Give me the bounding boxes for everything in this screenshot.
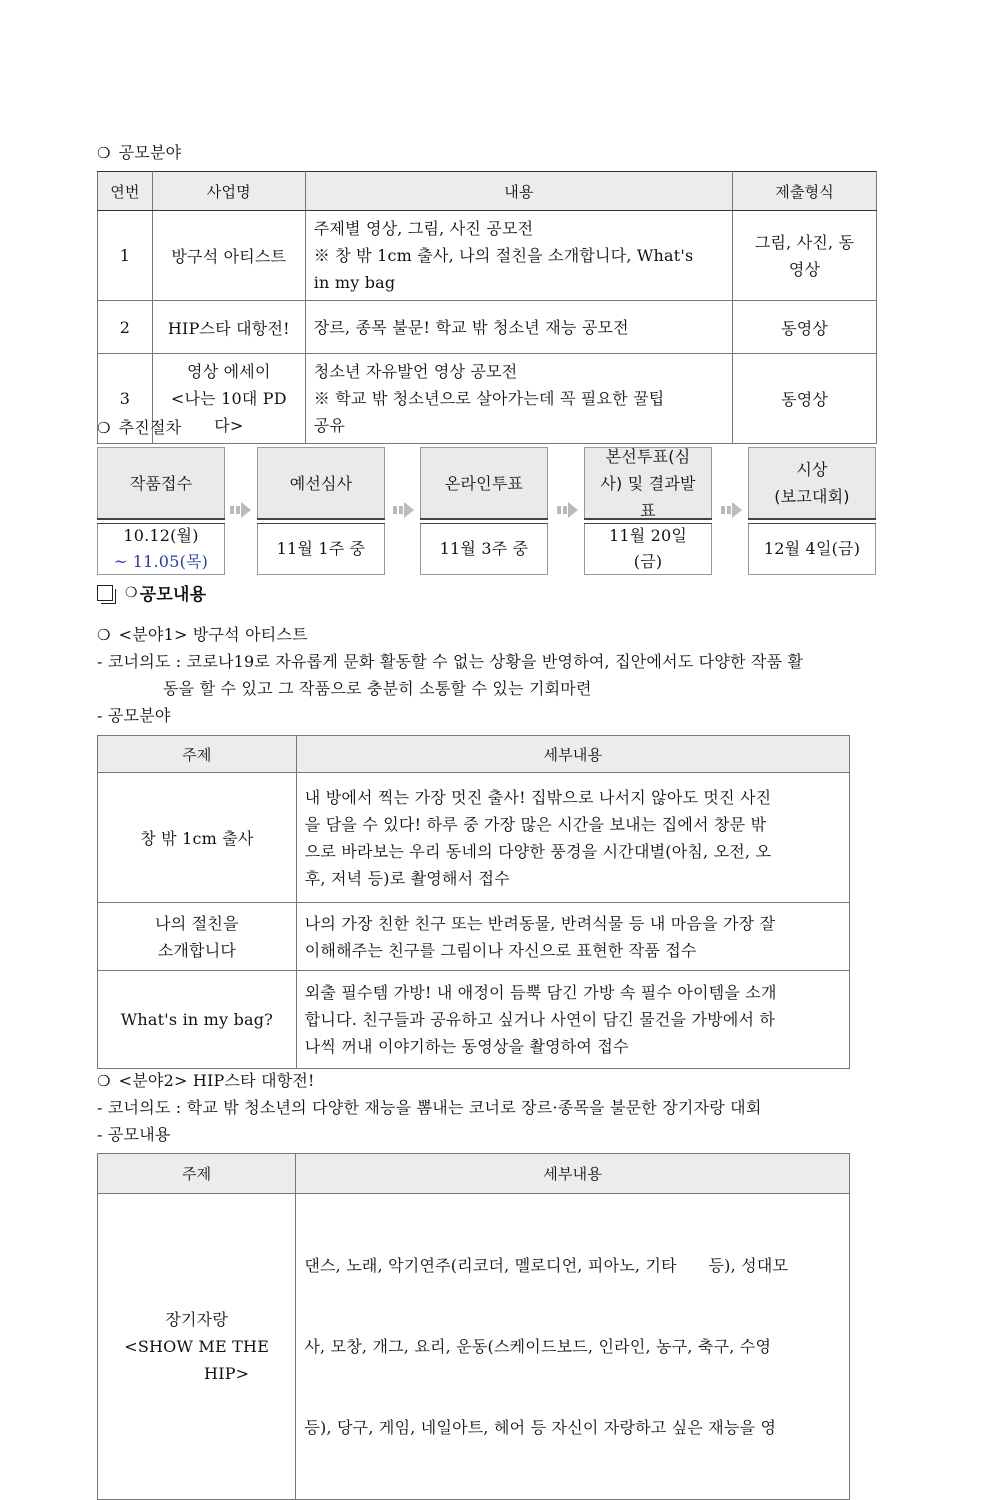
name-line: 다> [214, 416, 244, 435]
format-line: 그림, 사진, 동 [754, 232, 855, 252]
field-table [97, 171, 877, 444]
topic-line: 나의 절친을 [155, 913, 239, 933]
field1-intent: - 코너의도 : 코로나19로 자유롭게 문화 활동할 수 없는 상황을 반영하여, 집안에서도 다양한 작품 활 [97, 652, 804, 671]
section-heading-process [97, 415, 181, 438]
section-heading-field [97, 140, 181, 163]
title-line: 사) 및 결과발 [600, 473, 696, 493]
detail-line: 으로 바라보는 우리 동네의 다양한 풍경을 시간대별(아침, 오전, 오 [304, 841, 772, 861]
field1-title-text: <분야1> 방구석 아티스트 [118, 625, 308, 644]
content-line: 공유 [313, 416, 346, 435]
detail-line: 나씩 꺼내 이야기하는 동영상을 촬영하여 접수 [304, 1037, 629, 1056]
process-step-online-vote [420, 447, 548, 575]
title-line: 시상 [796, 460, 828, 479]
field2-intent: - 코너의도 : 학교 밖 청소년의 다양한 재능을 뽐내는 코너로 장르·종목을 불문한 장기자랑 대회 [97, 1098, 762, 1117]
field2-table [97, 1153, 850, 1500]
cell-format [733, 211, 877, 301]
title-line: 표 [640, 500, 656, 520]
header-topic: 주제 [98, 736, 297, 773]
cell-format: 동영상 [733, 301, 877, 354]
cell-content: 장르, 종목 불문! 학교 밖 청소년 재능 공모전 [305, 301, 732, 354]
step-date: 12월 4일(금) [748, 524, 876, 575]
cell-detail [296, 971, 849, 1069]
checkbox-square-icon [97, 585, 113, 601]
cell-no: 1 [98, 211, 153, 301]
detail-line: 합니다. 친구들과 공유하고 싶거나 사연이 담긴 물건을 가방에서 하 [304, 1010, 776, 1029]
table-row [98, 773, 850, 903]
table-header-row [98, 736, 850, 773]
section-heading-text: 공모분야 [118, 143, 182, 162]
detail-line: 을 담을 수 있다! 하루 중 가장 많은 시간을 보내는 집에서 창문 밖 [304, 814, 767, 834]
topic-line: 소개합니다 [157, 940, 237, 960]
detail-line: 외출 필수템 가방! 내 애정이 듬뿍 담긴 가방 속 필수 아이템을 소개 [304, 983, 777, 1002]
content-line: ※ 학교 밖 청소년으로 살아가는데 꼭 필요한 꿀팁 [313, 389, 665, 408]
field2-title-text: <분야2> HIP스타 대항전! [118, 1071, 315, 1090]
cell-topic [98, 903, 297, 971]
field1-sub: - 공모분야 [97, 706, 171, 725]
header-no: 연번 [98, 172, 153, 211]
header-format: 제출형식 [733, 172, 877, 211]
name-line: 영상 에세이 [187, 362, 271, 381]
detail-line: 내 방에서 찍는 가장 멋진 출사! 집밖으로 나서지 않아도 멋진 사진 [304, 787, 772, 807]
step-date [584, 524, 712, 575]
detail-line: 나의 가장 친한 친구 또는 반려동물, 반려식물 등 내 마음을 가장 잘 [304, 913, 776, 933]
cell-content [305, 354, 732, 444]
step-title: 온라인투표 [420, 447, 548, 518]
table-header-row [98, 172, 877, 211]
step-title: 작품접수 [97, 447, 225, 518]
detail-line: 댄스, 노래, 악기연주(리코더, 멜로디언, 피아노, 기타 등), 성대모 [304, 1256, 789, 1275]
cell-topic: What's in my bag? [98, 971, 297, 1069]
table-row [98, 1194, 850, 1500]
step-date [97, 524, 225, 575]
process-step-preliminary [257, 447, 385, 575]
arrow-right-icon [393, 500, 415, 520]
process-step-final-vote [584, 447, 712, 575]
name-line: <나는 10대 PD [170, 389, 287, 408]
table-row [98, 971, 850, 1069]
format-line: 영상 [788, 259, 821, 279]
content-line: in my bag [313, 273, 396, 292]
table-row [98, 301, 877, 354]
field1-title [97, 622, 308, 645]
content-line: 청소년 자유발언 영상 공모전 [313, 362, 518, 381]
title-line: (보고대회) [774, 487, 850, 506]
detail-line: 사, 모창, 개그, 요리, 운동(스케이드보드, 인라인, 농구, 축구, 수영 [304, 1337, 772, 1356]
field2-sub: - 공모내용 [97, 1125, 171, 1144]
arrow-right-icon [557, 500, 579, 520]
cell-name: HIP스타 대항전! [152, 301, 305, 354]
table-row [98, 903, 850, 971]
cell-topic: 창 밖 1cm 출사 [98, 773, 297, 903]
detail-line: 후, 저녁 등)로 촬영해서 접수 [304, 868, 510, 888]
cell-detail [296, 773, 849, 903]
detail-line: 등), 당구, 게임, 네일아트, 헤어 등 자신이 자랑하고 싶은 재능을 영 [304, 1418, 777, 1437]
cell-detail [296, 1194, 850, 1500]
process-step-award [748, 447, 876, 575]
cell-format: 동영상 [733, 354, 877, 444]
cell-name: 방구석 아티스트 [152, 211, 305, 301]
title-line: 본선투표(심 [605, 446, 691, 466]
cell-content [305, 211, 732, 301]
content-line: 주제별 영상, 그림, 사진 공모전 [313, 219, 534, 238]
step-title [584, 447, 712, 518]
header-name: 사업명 [152, 172, 305, 211]
circle-icon: ❍ [125, 584, 138, 601]
date-line: (금) [633, 552, 663, 571]
step-date: 11월 1주 중 [257, 524, 385, 575]
cell-no: 3 [98, 354, 153, 444]
header-topic: 주제 [98, 1154, 296, 1194]
table-header-row [98, 1154, 850, 1194]
header-detail: 세부내용 [296, 736, 849, 773]
field1-intent-cont: 동을 할 수 있고 그 작품으로 충분히 소통할 수 있는 기회마련 [163, 679, 592, 698]
arrow-right-icon [721, 500, 743, 520]
cell-no: 2 [98, 301, 153, 354]
topic-line: <SHOW ME THE [124, 1337, 270, 1356]
contents-title-text: 공모내용 [139, 585, 207, 605]
section-heading-text: 추진절차 [118, 418, 182, 437]
content-line: ※ 창 밖 1cm 출사, 나의 절친을 소개합니다, What's [313, 246, 694, 265]
process-step-receive [97, 447, 225, 575]
date-line: ~ 11.05(목) [113, 552, 209, 571]
topic-line: HIP> [204, 1364, 250, 1383]
table-row [98, 354, 877, 444]
step-title [748, 447, 876, 518]
table-row [98, 211, 877, 301]
cell-detail [296, 903, 849, 971]
cell-topic [98, 1194, 296, 1500]
step-date: 11월 3주 중 [420, 524, 548, 575]
topic-line: 장기자랑 [165, 1310, 228, 1329]
date-line: 10.12(월) [123, 526, 199, 545]
step-title: 예선심사 [257, 447, 385, 518]
arrow-right-icon [230, 500, 252, 520]
date-line: 11월 20일 [608, 526, 688, 545]
header-detail: 세부내용 [296, 1154, 850, 1194]
field2-title [97, 1068, 315, 1091]
header-content: 내용 [305, 172, 732, 211]
field1-table [97, 735, 850, 1069]
detail-line: 이해해주는 친구를 그림이나 자신으로 표현한 작품 접수 [304, 940, 697, 960]
contents-title [97, 580, 206, 605]
